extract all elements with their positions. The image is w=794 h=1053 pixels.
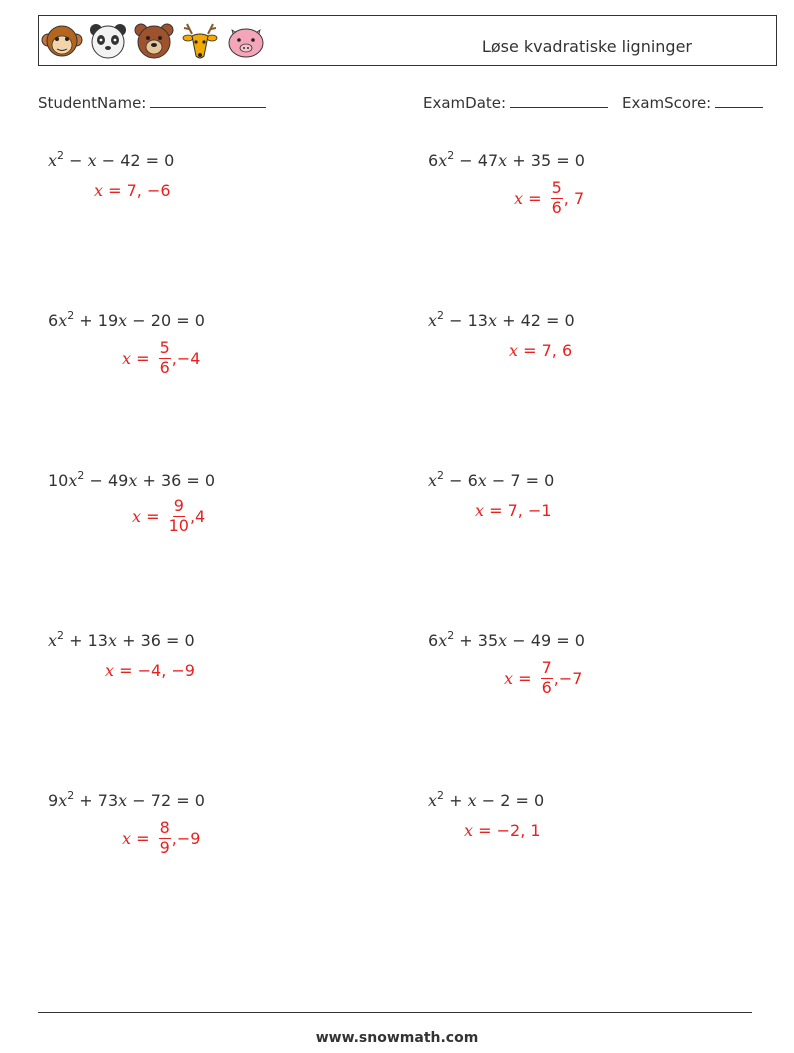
expression-text: = xyxy=(513,668,537,688)
variable: x xyxy=(514,188,524,208)
variable: x xyxy=(118,311,128,330)
footer-url[interactable]: www.snowmath.com xyxy=(315,1030,479,1046)
expression-text: 9 xyxy=(48,791,59,810)
problem xyxy=(428,791,544,810)
answer xyxy=(132,498,205,535)
fraction-numerator: 7 xyxy=(541,658,552,677)
expression-text: − 49 = 0 xyxy=(507,631,585,650)
answer xyxy=(514,180,584,217)
variable: x xyxy=(107,631,117,650)
variable: x xyxy=(48,631,58,650)
exponent: 2 xyxy=(77,469,85,482)
footer-divider xyxy=(38,1012,752,1013)
expression-text: + 35 xyxy=(454,631,499,650)
expression-text: − 7 = 0 xyxy=(486,471,555,490)
exam-date-field[interactable] xyxy=(423,93,608,112)
exponent: 2 xyxy=(437,309,445,322)
pig-icon xyxy=(225,20,267,62)
exam-date-blank[interactable] xyxy=(510,93,608,108)
fraction-denominator: 6 xyxy=(551,197,562,217)
student-name-blank[interactable] xyxy=(150,93,266,108)
student-name-label: StudentName: xyxy=(38,94,147,112)
expression-text: + 19 xyxy=(74,311,119,330)
variable: x xyxy=(498,631,508,650)
problem xyxy=(48,151,174,170)
variable: x xyxy=(428,311,438,330)
variable: x xyxy=(467,791,477,810)
variable: x xyxy=(464,821,474,840)
expression-text: ,−7 xyxy=(553,668,583,688)
bear-icon xyxy=(133,20,175,62)
expression-text: + 73 xyxy=(74,791,119,810)
expression-text: , 7 xyxy=(563,188,585,208)
expression-text: 6 xyxy=(428,151,439,170)
expression-text: + 36 = 0 xyxy=(117,631,195,650)
exam-date-label: ExamDate: xyxy=(423,94,507,112)
answer xyxy=(464,821,541,840)
variable: x xyxy=(94,181,104,200)
variable: x xyxy=(504,668,514,688)
expression-text: + 13 xyxy=(64,631,108,650)
answer xyxy=(475,501,552,520)
expression-text: ,−4 xyxy=(171,348,201,368)
expression-text: ,−9 xyxy=(171,828,201,848)
panda-icon xyxy=(87,20,129,62)
exponent: 2 xyxy=(447,149,455,162)
variable: x xyxy=(58,791,68,810)
variable: x xyxy=(122,828,132,848)
expression-text: − 13 xyxy=(444,311,488,330)
variable: x xyxy=(128,471,138,490)
fraction-denominator: 6 xyxy=(541,677,552,697)
student-name-field[interactable] xyxy=(38,93,266,112)
monkey-icon xyxy=(41,20,83,62)
fraction-denominator: 10 xyxy=(168,515,189,535)
variable: x xyxy=(58,311,68,330)
expression-text: − 6 xyxy=(444,471,478,490)
expression-text: = 7, −1 xyxy=(484,501,552,520)
fraction xyxy=(159,820,171,857)
expression-text: − 2 = 0 xyxy=(476,791,545,810)
problem xyxy=(428,471,554,490)
fraction xyxy=(169,498,189,535)
variable: x xyxy=(509,341,519,360)
expression-text: − 47 xyxy=(454,151,499,170)
exponent: 2 xyxy=(437,469,445,482)
variable: x xyxy=(487,311,497,330)
fraction xyxy=(159,340,171,377)
exponent: 2 xyxy=(57,149,65,162)
expression-text: = 7, −6 xyxy=(103,181,171,200)
answer xyxy=(122,820,200,857)
variable: x xyxy=(118,791,128,810)
answer xyxy=(122,340,200,377)
problem xyxy=(48,631,195,650)
exponent: 2 xyxy=(437,789,445,802)
expression-text: + 42 = 0 xyxy=(497,311,575,330)
exam-score-blank[interactable] xyxy=(715,93,763,108)
exponent: 2 xyxy=(57,629,65,642)
worksheet-title: Løse kvadratiske ligninger xyxy=(481,37,692,56)
expression-text: − xyxy=(64,151,88,170)
variable: x xyxy=(132,506,142,526)
expression-text: = xyxy=(523,188,547,208)
expression-text: − 20 = 0 xyxy=(127,311,205,330)
expression-text: = 7, 6 xyxy=(518,341,573,360)
animal-icons xyxy=(41,20,267,62)
expression-text: 10 xyxy=(48,471,69,490)
problem xyxy=(428,311,575,330)
expression-text: 6 xyxy=(48,311,59,330)
problem xyxy=(48,471,215,490)
exponent: 2 xyxy=(67,789,75,802)
fraction xyxy=(551,180,563,217)
fraction-numerator: 8 xyxy=(159,818,170,837)
fraction-numerator: 9 xyxy=(173,496,184,515)
variable: x xyxy=(105,661,115,680)
header-box xyxy=(38,15,777,66)
variable: x xyxy=(438,631,448,650)
variable: x xyxy=(68,471,78,490)
variable: x xyxy=(428,471,438,490)
expression-text: = xyxy=(131,828,155,848)
answer xyxy=(105,661,195,680)
exponent: 2 xyxy=(67,309,75,322)
variable: x xyxy=(428,791,438,810)
variable: x xyxy=(475,501,485,520)
variable: x xyxy=(498,151,508,170)
expression-text: = −4, −9 xyxy=(114,661,195,680)
expression-text: = xyxy=(141,506,165,526)
variable: x xyxy=(87,151,97,170)
fraction xyxy=(541,660,553,697)
answer xyxy=(94,181,171,200)
answer xyxy=(509,341,572,360)
problem xyxy=(48,791,205,810)
expression-text: = −2, 1 xyxy=(473,821,541,840)
exponent: 2 xyxy=(447,629,455,642)
variable: x xyxy=(48,151,58,170)
fraction-numerator: 5 xyxy=(159,338,170,357)
fraction-numerator: 5 xyxy=(551,178,562,197)
expression-text: + xyxy=(444,791,468,810)
expression-text: 6 xyxy=(428,631,439,650)
expression-text: = xyxy=(131,348,155,368)
expression-text: ,4 xyxy=(189,506,206,526)
problem xyxy=(428,151,585,170)
exam-score-field[interactable] xyxy=(622,93,763,112)
answer xyxy=(504,660,582,697)
expression-text: + 35 = 0 xyxy=(507,151,585,170)
expression-text: + 36 = 0 xyxy=(137,471,216,490)
fraction-denominator: 6 xyxy=(159,357,170,377)
exam-score-label: ExamScore: xyxy=(622,94,712,112)
variable: x xyxy=(438,151,448,170)
fraction-denominator: 9 xyxy=(159,837,170,857)
expression-text: − 42 = 0 xyxy=(96,151,175,170)
expression-text: − 49 xyxy=(84,471,129,490)
expression-text: − 72 = 0 xyxy=(127,791,205,810)
problem xyxy=(428,631,585,650)
deer-icon xyxy=(179,20,221,62)
variable: x xyxy=(122,348,132,368)
variable: x xyxy=(477,471,487,490)
problem xyxy=(48,311,205,330)
